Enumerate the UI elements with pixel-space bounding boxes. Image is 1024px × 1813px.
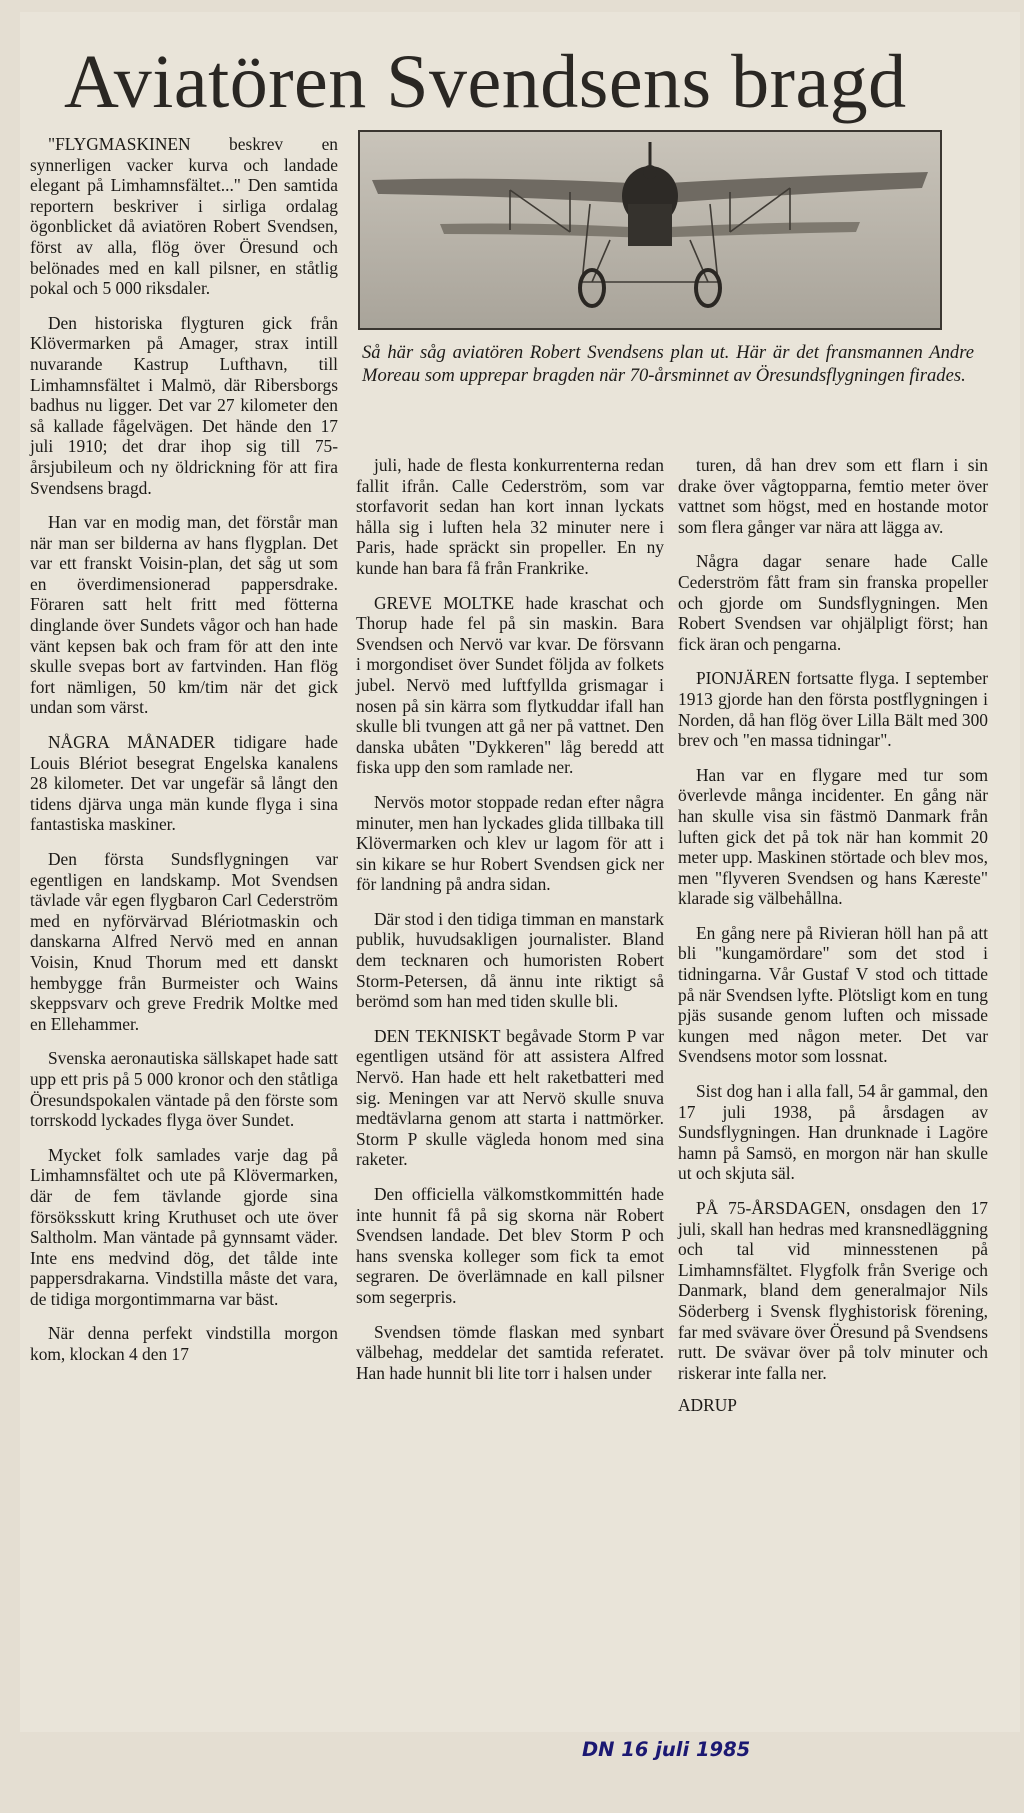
paragraph: Nervös motor stoppade redan efter några minuter, men han lyckades glida tillbaka till Klövermarken och klev ur lagom för att i sin kikare se hur Robert Svendsen gick ner för landning på andra sidan.	[356, 791, 664, 895]
paragraph: PIONJÄREN fortsatte flyga. I september 1913 gjorde han den första postflygningen i Norden, då han flög över Lilla Bält med 300 brev och "en massa tidningar".	[678, 668, 988, 751]
paragraph: När denna perfekt vindstilla morgon kom, klockan 4 den 17	[30, 1323, 338, 1365]
paragraph: Den officiella välkomstkommittén hade inte hunnit få på sig skorna när Robert Svendsen landade. Det blev Storm P och hans svenska kolleger som fick ta emot segraren. De överlämnade en kall pilsner som segerpris.	[356, 1184, 664, 1307]
article-column-3	[678, 455, 988, 1416]
paragraph: Svenska aeronautiska sällskapet hade satt upp ett pris på 5 000 kronor och den ståtliga Öresundspokalen väntade på den förste som torrskodd lyckades flyga över Sundet.	[30, 1048, 338, 1131]
paragraph: Svendsen tömde flaskan med synbart välbehag, meddelar det samtida referatet. Han hade hunnit bli lite torr i halsen under	[356, 1321, 664, 1383]
paragraph: Sist dog han i alla fall, 54 år gammal, den 17 juli 1938, på årsdagen av Sundsflygningen. Han drunknade i Lagöre hamn på Samsö, en morgon när han skulle ut och skjuta säl.	[678, 1081, 988, 1184]
paragraph: Den historiska flygturen gick från Klövermarken på Amager, strax intill nuvarande Kastrup Lufthavn, till Limhamnsfältet i Malmö, där Ribersborgs badhus nu ligger. Det var 27 kilometer den så kallade fågelvägen. Det hände den 17 juli 1910; det drar ihop sig till 75-årsjubileum och ny öldrickning för att fira Svendsens bragd.	[30, 312, 338, 498]
paragraph: NÅGRA MÅNADER tidigare hade Louis Blériot besegrat Engelska kanalens 28 kilometer. Det var ungefär så långt den tidens djärva unga män kunde flyga i sina fantastiska maskiner.	[30, 732, 338, 835]
article-column-1	[30, 134, 338, 1365]
article-column-2	[356, 455, 664, 1383]
paragraph: PÅ 75-ÅRSDAGEN, onsdagen den 17 juli, skall han hedras med kransnedläggning och tal vid minnesstenen på Limhamnsfältet. Flygfolk från Sverige och Danmark, bland dem generalmajor Nils Söderberg i Svensk flyghistorisk förening, far med svävare över Öresund på Svendsens rutt. De svävar över på tolv minuter och riskerar inte falla ner.	[678, 1198, 988, 1383]
byline: ADRUP	[678, 1395, 737, 1416]
photo-caption: Så här såg aviatören Robert Svendsens plan ut. Här är det fransmannen Andre Moreau som upprepar bragden när 70-årsminnet av Öresundsflygningen firades.	[362, 342, 974, 386]
paragraph: Han var en modig man, det förstår man när man ser bilderna av hans flygplan. Det var ett franskt Voisin-plan, det såg ut som en överdimensionerad pappersdrake. Föraren satt helt fritt med fötterna dinglande över Sundets vågor och han hade vänt kepsen bak och fram för att den inte skulle svepas bort av fartvinden. Han flög fort nämligen, 50 km/tim när det gick undan som värst.	[30, 512, 338, 718]
paragraph: En gång nere på Rivieran höll han på att bli "kungamördare" som det stod i tidningarna. Vår Gustaf V stod och tittade på när Svendsen lyfte. Plötsligt kom en tung pjäs susande genom luften och missade kungen med någon meter. Det var Svendsens motor som lossnat.	[678, 922, 988, 1067]
airplane-illustration	[360, 132, 940, 328]
paragraph: Den första Sundsflygningen var egentligen en landskamp. Mot Svendsen tävlade vår egen flygbaron Carl Cederström med en nyförvärvad Blériotmaskin och danskarna Alfred Nervö med en annan Voisin, Knud Thorum med ett danskt hembygge från Burmeister och Wains skeppsvarv och greve Fredrik Moltke med en Ellehammer.	[30, 849, 338, 1034]
paragraph: Där stod i den tidiga timman en manstark publik, huvudsakligen journalister. Bland dem tecknaren och humoristen Robert Storm-Petersen, då ännu inte riktigt så berömd som han med tiden skulle bli.	[356, 908, 664, 1012]
paragraph: DEN TEKNISKT begåvade Storm P var egentligen utsänd för att assistera Alfred Nervö. Han hade ett helt raketbatteri med sig. Meningen var att Nervö skulle snuva medtävlarna genom att starta i nattmörker. Storm P skulle vägleda honom med sina raketer.	[356, 1025, 664, 1170]
paragraph: juli, hade de flesta konkurrenterna redan fallit ifrån. Calle Cederström, som var storfavorit sedan han kort innan lyckats hålla sig i luften hela 32 minuter nere i Paris, hade spräckt sin propeller. En ny kunde han bara få från Frankrike.	[356, 455, 664, 578]
paragraph: turen, då han drev som ett flarn i sin drake över vågtopparna, femtio meter över vattnet som högst, med en hostande motor som flera gånger var nära att lägga av.	[678, 455, 988, 537]
dateline: DN 16 juli 1985	[582, 1738, 751, 1761]
headline: Aviatören Svendsens bragd	[64, 40, 907, 124]
paragraph: Några dagar senare hade Calle Cederström fått fram sin franska propeller och gjorde om Sundsflygningen. Men Robert Svendsen var ohjälpligt först; han fick äran och pengarna.	[678, 551, 988, 654]
paragraph: Han var en flygare med tur som överlevde många incidenter. En gång när han skulle visa sin fästmö Danmark från luften gick det på tok när han kommit 20 meter upp. Maskinen störtade och blev mos, men "flyveren Svendsen og hans Kæreste" klarade sig välbehållna.	[678, 764, 988, 909]
paragraph: GREVE MOLTKE hade kraschat och Thorup hade fel på sin maskin. Bara Svendsen och Nervö var kvar. De försvann i morgondiset över Sundet följda av folkets jubel. Nervö med luftfyllda grismagar i nosen på sin kärra som flytkuddar ifall han skulle bli tvungen att gå ner på vattnet. Den danska ubåten "Dykkeren" låg beredd att fiska upp den som ramlade ner.	[356, 592, 664, 778]
airplane-photo	[358, 130, 942, 330]
newspaper-clipping	[20, 12, 1020, 1732]
paragraph: Mycket folk samlades varje dag på Limhamnsfältet och ute på Klövermarken, där de fem tävlande gjorde sina försöksskutt kring Kruthuset och ute över Saltholm. Man väntade på gynnsamt väder. Inte ens medvind dög, det tålde inte pappersdrakarna. Vindstilla måste det vara, de tidiga morgontimmarna var bäst.	[30, 1144, 338, 1309]
paragraph: "FLYGMASKINEN beskrev en synnerligen vacker kurva och landade elegant på Limhamnsfältet..." Den samtida reportern beskriver i sirliga ordalag ögonblicket då aviatören Robert Svendsen, först av alla, flög över Öresund och belönades med en kall pilsner, en ståtlig pokal och 5 000 riksdaler.	[30, 134, 338, 299]
